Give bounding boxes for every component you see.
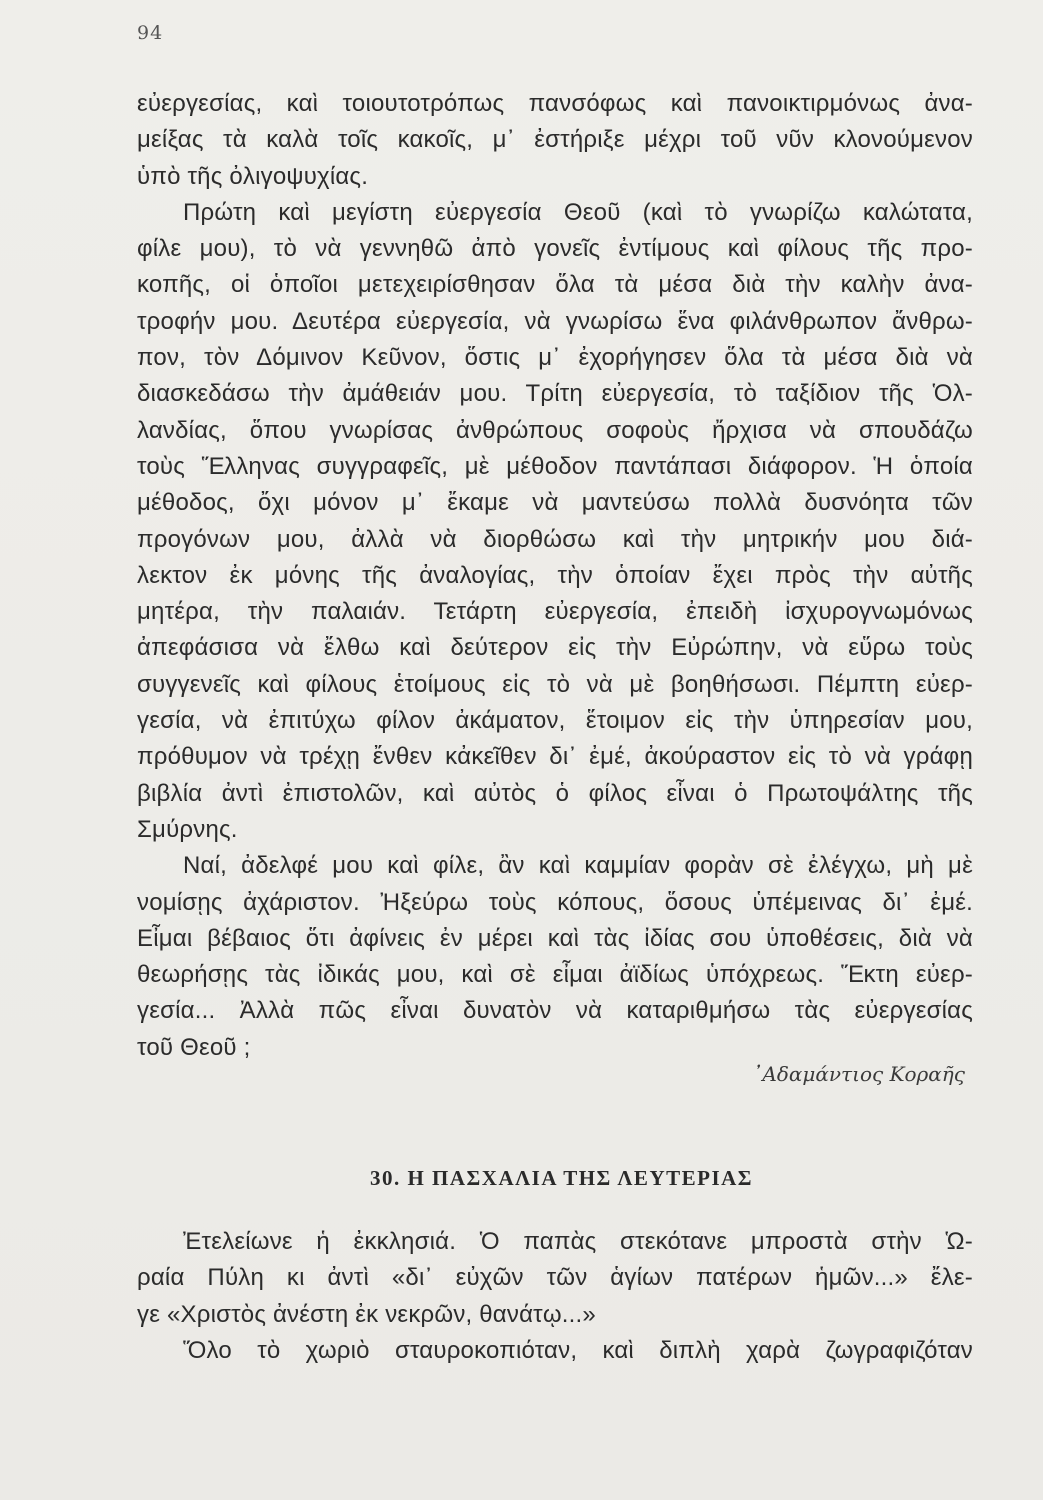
text-line: Σμύρνης. xyxy=(137,815,238,843)
text-line: γεσία, νὰ ἐπιτύχω φίλον ἀκάματον, ἕτοιμον εἰς τὴν ὑπηρεσίαν μου, xyxy=(137,707,973,735)
paragraph xyxy=(137,1333,973,1369)
author-signature: ᾽Αδαμάντιος Κοραῆς xyxy=(752,1062,965,1086)
text-line: κοπῆς, οἱ ὁποῖοι μετεχειρίσθησαν ὅλα τὰ μέσα διὰ τὴν καλὴν ἀνα- xyxy=(137,271,973,299)
paragraph xyxy=(137,848,973,1066)
paragraph xyxy=(137,195,973,848)
text-line: προγόνων μου, ἀλλὰ νὰ διορθώσω καὶ τὴν μητρικήν μου διά- xyxy=(137,525,973,553)
text-line: ἀπεφάσισα νὰ ἔλθω καὶ δεύτερον εἰς τὴν Εὐρώπην, νὰ εὕρω τοὺς xyxy=(137,634,973,662)
text-line: μείξας τὰ καλὰ τοῖς κακοῖς, μ᾽ ἐστήριξε μέχρι τοῦ νῦν κλονούμενον xyxy=(137,126,973,154)
text-line: συγγενεῖς καὶ φίλους ἑτοίμους εἰς τὸ νὰ μὲ βοηθήσωσι. Πέμπτη εὐερ- xyxy=(137,670,973,698)
text-line: φίλε μου), τὸ νὰ γεννηθῶ ἀπὸ γονεῖς ἐντίμους καὶ φίλους τῆς προ- xyxy=(137,235,973,263)
text-line: πρόθυμον νὰ τρέχῃ ἔνθεν κἀκεῖθεν δι᾽ ἐμέ, ἀκούραστον εἰς τὸ νὰ γράφῃ xyxy=(137,743,973,771)
text-line: θεωρήσῃς τὰς ἰδικάς μου, καὶ σὲ εἶμαι ἀϊδίως ὑπόχρεως. Ἕκτη εὐερ- xyxy=(137,961,973,989)
text-line: διασκεδάσω τὴν ἀμάθειάν μου. Τρίτη εὐεργεσία, τὸ ταξίδιον τῆς Ὁλ- xyxy=(137,380,973,408)
text-line: Ἐτελείωνε ἡ ἐκκλησιά. Ὁ παπὰς στεκότανε μπροστὰ στὴν Ὡ- xyxy=(183,1228,973,1255)
text-line: πον, τὸν Δόμινον Κεῦνον, ὅστις μ᾽ ἐχορήγησεν ὅλα τὰ μέσα διὰ νὰ xyxy=(137,344,973,372)
text-line: γεσία... Ἀλλὰ πῶς εἶναι δυνατὸν νὰ καταριθμήσω τὰς εὐεργεσίας xyxy=(137,997,973,1025)
text-line: μέθοδος, ὄχι μόνον μ᾽ ἔκαμε νὰ μαντεύσω πολλὰ δυσνόητα τῶν xyxy=(137,489,973,517)
text-line: νομίσῃς ἀχάριστον. Ἠξεύρω τοὺς κόπους, ὅσους ὑπέμεινας δι᾽ ἐμέ. xyxy=(137,888,973,916)
section-heading: 30. Η ΠΑΣΧΑΛΙΑ ΤΗΣ ΛΕΥΤΕΡΙΑΣ xyxy=(369,1166,754,1190)
text-line: ραία Πύλη κι ἀντὶ «δι᾽ εὐχῶν τῶν ἁγίων πατέρων ἡμῶν...» ἔλε- xyxy=(137,1264,973,1292)
paragraph xyxy=(137,1224,973,1333)
text-line: εὐεργεσίας, καὶ τοιουτοτρόπως πανσόφως καὶ πανοικτιρμόνως ἀνα- xyxy=(137,90,973,117)
text-line: Πρώτη καὶ μεγίστη εὐεργεσία Θεοῦ (καὶ τὸ γνωρίζω καλώτατα, xyxy=(183,198,973,226)
paragraph xyxy=(137,86,973,195)
text-line: γε «Χριστὸς ἀνέστη ἐκ νεκρῶν, θανάτῳ...» xyxy=(137,1300,596,1328)
section-text xyxy=(137,1224,973,1369)
text-line: Ναί, ἀδελφέ μου καὶ φίλε, ἂν καὶ καμμίαν φορὰν σὲ ἐλέγχω, μὴ μὲ xyxy=(183,852,973,880)
text-line: ὑπὸ τῆς ὀλιγοψυχίας. xyxy=(137,162,369,190)
text-line: μητέρα, τὴν παλαιάν. Τετάρτη εὐεργεσία, ἐπειδὴ ἰσχυρογνωμόνως xyxy=(137,598,973,626)
text-line: Εἶμαι βέβαιος ὅτι ἀφίνεις ἐν μέρει καὶ τὰς ἰδίας σου ὑποθέσεις, διὰ νὰ xyxy=(137,924,973,952)
letter-text xyxy=(137,86,973,1066)
text-line: Ὅλο τὸ χωριὸ σταυροκοπιόταν, καὶ διπλὴ χαρὰ ζωγραφιζόταν xyxy=(183,1336,973,1364)
text-line: τοὺς Ἕλληνας συγγραφεῖς, μὲ μέθοδον παντάπασι διάφορον. Ἡ ὁποία xyxy=(137,452,973,480)
page-number: 94 xyxy=(137,22,164,44)
text-line: τοῦ Θεοῦ ; xyxy=(137,1033,251,1061)
text-line: λανδίας, ὅπου γνωρίσας ἀνθρώπους σοφοὺς ἤρχισα νὰ σπουδάζω xyxy=(137,416,973,444)
text-line: τροφήν μου. Δευτέρα εὐεργεσία, νὰ γνωρίσω ἕνα φιλάνθρωπον ἄνθρω- xyxy=(137,307,973,335)
text-line: βιβλία ἀντὶ ἐπιστολῶν, καὶ αὐτὸς ὁ φίλος εἶναι ὁ Πρωτοψάλτης τῆς xyxy=(137,779,973,807)
text-line: λεκτον ἐκ μόνης τῆς ἀναλογίας, τὴν ὁποίαν ἔχει πρὸς τὴν αὐτῆς xyxy=(137,561,973,589)
